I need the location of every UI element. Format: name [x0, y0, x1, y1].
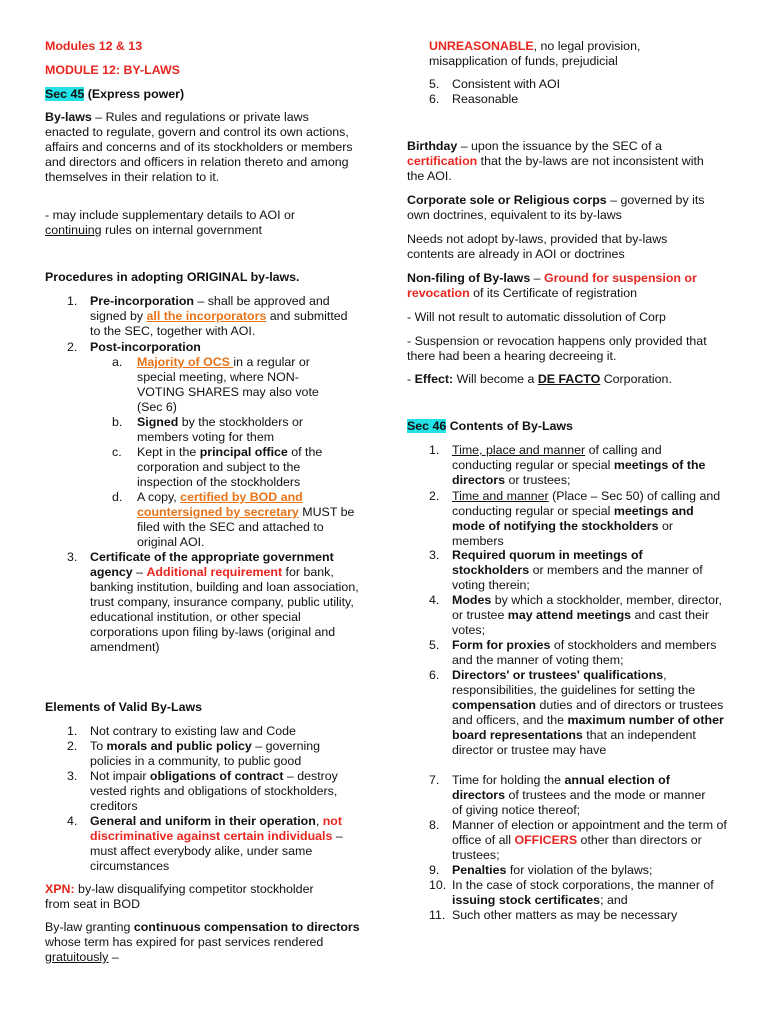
procedure-item: 2. Post-incorporation: [67, 340, 201, 354]
elements-heading: Elements of Valid By-Laws: [45, 700, 202, 714]
bylaws-definition: By-laws – Rules and regulations or private laws enacted to regulate, govern and control its own actions, affairs and concerns and of its stockholders or members and directors and officers in relation thereto and among themselves in their relation to it.: [45, 110, 353, 184]
element-item: 1. Not contrary to existing law and Code: [67, 724, 296, 738]
post-incorporation-subitem: a. Majority of OCS in a regular or special meeting, where NON-VOTING SHARES may also vote (Sec 6): [112, 355, 319, 414]
will-not-note: - Will not result to automatic dissolution of Corp: [407, 310, 666, 324]
element-item: 3. Not impair obligations of contract – destroy vested rights and obligations of stockholders, creditors: [67, 769, 338, 813]
module12-heading: MODULE 12: BY-LAWS: [45, 63, 180, 77]
contents-item: 6. Directors' or trustees' qualifications, responsibilities, the guidelines for setting the compensation duties and of directors or trustees and officers, and the maximum number of other board representations that an independent director or trustee may have: [429, 668, 724, 757]
contents-item: 2. Time and manner (Place – Sec 50) of calling and conducting regular or special meetings and mode of notifying the stockholders or members: [429, 489, 721, 548]
sec45-heading: Sec 45 (Express power): [45, 87, 185, 101]
post-incorporation-subitem: c. Kept in the principal office of the corporation and subject to the inspection of the stockholders: [112, 445, 323, 489]
supplementary-note: - may include supplementary details to AOI or continuing rules on internal government: [45, 208, 295, 237]
contents-item: 11. Such other matters as may be necessary: [429, 908, 678, 922]
bylaw-granting-note: By-law granting continuous compensation to directors whose term has expired for past services rendered gratuitously –: [45, 920, 360, 964]
procedure-item: 1. Pre-incorporation – shall be approved and signed by all the incorporators and submitted to the SEC, together with AOI.: [67, 294, 348, 338]
corporate-sole-note: Corporate sole or Religious corps – governed by its own doctrines, equivalent to its by-laws: [407, 193, 705, 222]
contents-item: 10. In the case of stock corporations, the manner of issuing stock certificates; and: [429, 878, 714, 907]
needs-not-note: Needs not adopt by-laws, provided that by-laws contents are already in AOI or doctrines: [407, 232, 668, 261]
suspension-note: - Suspension or revocation happens only provided that there had been a hearing decreeing it.: [407, 334, 707, 363]
xpn-note: XPN: by-law disqualifying competitor stockholder from seat in BOD: [45, 882, 314, 911]
contents-item: 7. Time for holding the annual election of directors of trustees and the mode or manner of giving notice thereof;: [429, 773, 706, 817]
procedures-list: [45, 294, 360, 655]
unreasonable-note: UNREASONABLE, no legal provision, misapplication of funds, prejudicial: [429, 39, 641, 68]
elements-list: [45, 724, 360, 874]
contents-item: 5. Form for proxies of stockholders and members and the manner of voting them;: [429, 638, 717, 667]
effect-note: - Effect: Will become a DE FACTO Corporation.: [407, 372, 672, 386]
elements-list-continued: [407, 77, 725, 107]
modules-heading: Modules 12 & 13: [45, 39, 143, 53]
contents-list: [407, 443, 725, 923]
contents-item: 4. Modes by which a stockholder, member, director, or trustee may attend meetings and cast their votes;: [429, 593, 722, 637]
element-item: 2. To morals and public policy – governing policies in a community, to public good: [67, 739, 321, 768]
sec45-highlight: Sec 45: [45, 87, 85, 101]
non-filing-note: Non-filing of By-laws – Ground for suspension or revocation of its Certificate of registration: [407, 271, 697, 300]
sec46-heading: Sec 46 Contents of By-Laws: [407, 419, 573, 433]
element-item: 4. General and uniform in their operation, not discriminative against certain individuals – must affect everybody alike, under same circumstances: [67, 814, 343, 873]
procedure-item: 3. Certificate of the appropriate government agency – Additional requirement for bank, banking institution, building and loan association, trust company, insurance company, public utility, educational institution, or other special corporations upon filing by-laws (original and amendment): [67, 550, 359, 654]
element-item: 5. Consistent with AOI: [429, 77, 561, 91]
contents-item: 3. Required quorum in meetings of stockholders or members and the manner of voting therein;: [429, 548, 703, 592]
contents-item: 1. Time, place and manner of calling and conducting regular or special meetings of the directors or trustees;: [429, 443, 706, 487]
sec46-highlight: Sec 46: [407, 419, 447, 433]
element-item: 6. Reasonable: [429, 92, 519, 106]
birthday-note: Birthday – upon the issuance by the SEC of a certification that the by-laws are not inconsistent with the AOI.: [407, 139, 704, 183]
post-incorporation-subitem: d. A copy, certified by BOD and countersigned by secretary MUST be filed with the SEC and attached to original AOI.: [112, 490, 355, 549]
contents-item: 9. Penalties for violation of the bylaws;: [429, 863, 653, 877]
procedures-heading: Procedures in adopting ORIGINAL by-laws.: [45, 270, 300, 284]
contents-item: 8. Manner of election or appointment and the term of office of all OFFICERS other than directors or trustees;: [429, 818, 727, 862]
post-incorporation-subitem: b. Signed by the stockholders or members voting for them: [112, 415, 303, 444]
